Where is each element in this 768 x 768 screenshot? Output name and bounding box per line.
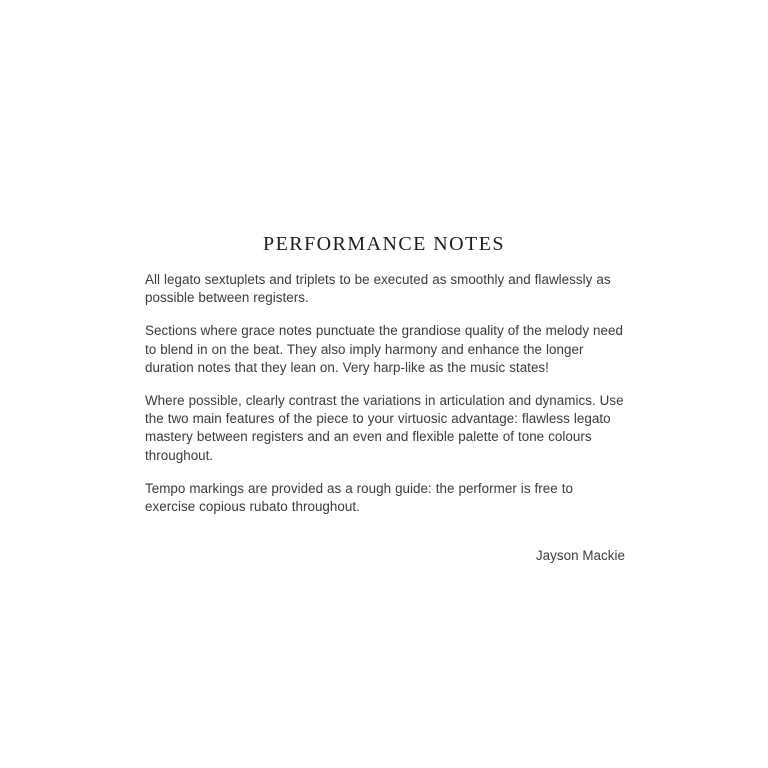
paragraph-2: Sections where grace notes punctuate the grandiose quality of the melody need to blend in on the beat. They also imply harmony and enhance the longer duration notes that they lean on. Very harp-like as the music states! — [145, 323, 623, 375]
page-title: PERFORMANCE NOTES — [263, 233, 505, 256]
paragraph-4: Tempo markings are provided as a rough guide: the performer is free to exercise copious rubato throughout. — [145, 480, 573, 515]
performance-notes-body — [145, 271, 625, 516]
paragraph-1: All legato sextuplets and triplets to be executed as smoothly and flawlessly as possible between registers. — [145, 272, 611, 306]
paragraph-3: Where possible, clearly contrast the variations in articulation and dynamics. Use the two main features of the piece to your virtuosic advantage: flawless legato mastery between registers and an even and flexible palette of tone colours throughout. — [145, 393, 624, 463]
author-signature: Jayson Mackie — [535, 548, 625, 563]
